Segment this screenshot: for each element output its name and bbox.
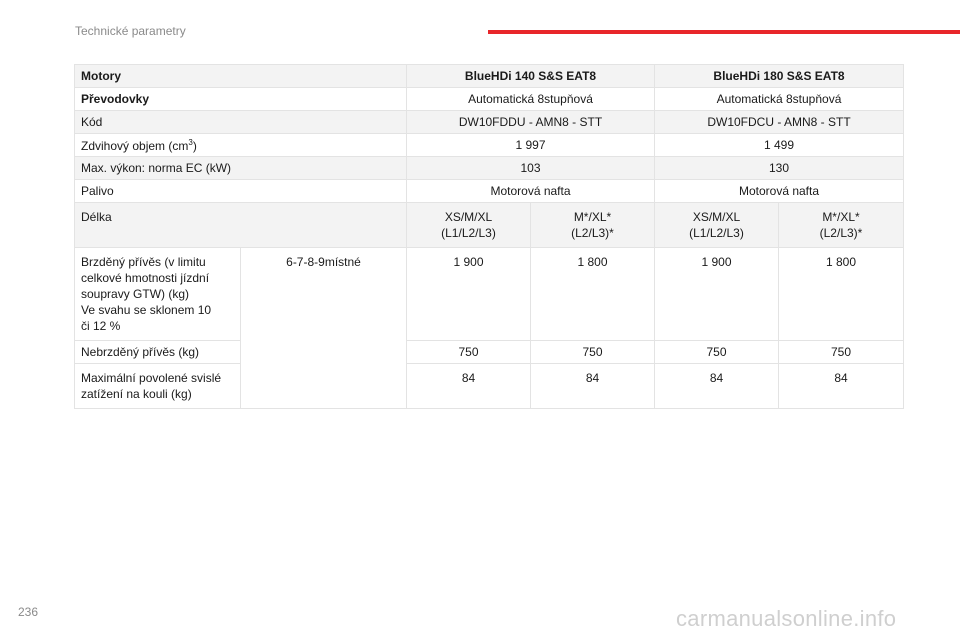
displacement-label-text: Zdvihový objem (cm [81,138,189,153]
fuel-value-180: Motorová nafta [655,180,904,203]
displacement-label-superscript: 3 [188,137,193,147]
seats-label: 6-7-8-9místné [241,248,407,409]
page-number: 236 [18,605,39,619]
table-row-towbar-load [75,364,904,409]
gearbox-value-180: Automatická 8stupňová [655,88,904,111]
power-label: Max. výkon: norma EC (kW) [75,157,407,180]
table-row-fuel [75,180,904,203]
section-title: Technické parametry [75,24,186,38]
displacement-label [75,134,407,157]
unbraked-trailer-value-4: 750 [779,341,904,364]
fuel-label: Palivo [75,180,407,203]
towbar-load-value-3: 84 [655,364,779,409]
table-row-unbraked-trailer [75,341,904,364]
unbraked-trailer-value-2: 750 [531,341,655,364]
displacement-value-180: 1 499 [655,134,904,157]
power-value-180: 130 [655,157,904,180]
table-row-braked-trailer [75,248,904,341]
watermark-text: carmanualsonline.info [676,606,897,631]
table-row-power [75,157,904,180]
table-row-displacement [75,134,904,157]
table-header-row [75,65,904,88]
braked-trailer-value-2: 1 800 [531,248,655,341]
displacement-value-140: 1 997 [407,134,655,157]
header-engines: Motory [75,65,407,88]
unbraked-trailer-label: Nebrzděný přívěs (kg) [75,341,241,364]
unbraked-trailer-value-1: 750 [407,341,531,364]
length-value-180-b: M*/XL* (L2/L3)* [779,203,904,248]
length-label: Délka [75,203,407,248]
towbar-load-value-4: 84 [779,364,904,409]
length-value-180-a: XS/M/XL (L1/L2/L3) [655,203,779,248]
braked-trailer-value-3: 1 900 [655,248,779,341]
gearbox-label: Převodovky [75,88,407,111]
table-row-code [75,111,904,134]
power-value-140: 103 [407,157,655,180]
header-engine-180: BlueHDi 180 S&S EAT8 [655,65,904,88]
code-value-140: DW10FDDU - AMN8 - STT [407,111,655,134]
displacement-label-close: ) [192,138,197,153]
fuel-value-140: Motorová nafta [407,180,655,203]
technical-specs-table [74,64,904,409]
gearbox-value-140: Automatická 8stupňová [407,88,655,111]
towbar-load-value-1: 84 [407,364,531,409]
braked-trailer-label: Brzděný přívěs (v limitu celkové hmotnosti jízdní soupravy GTW) (kg) Ve svahu se sklonem 10 či 12 % [75,248,241,341]
code-label: Kód [75,111,407,134]
header-engine-140: BlueHDi 140 S&S EAT8 [407,65,655,88]
braked-trailer-value-4: 1 800 [779,248,904,341]
header-accent-bar [488,30,960,34]
code-value-180: DW10FDCU - AMN8 - STT [655,111,904,134]
towbar-load-label: Maximální povolené svislé zatížení na kouli (kg) [75,364,241,409]
towbar-load-value-2: 84 [531,364,655,409]
table-row-length [75,203,904,248]
unbraked-trailer-value-3: 750 [655,341,779,364]
length-value-140-b: M*/XL* (L2/L3)* [531,203,655,248]
braked-trailer-value-1: 1 900 [407,248,531,341]
table-row-gearbox [75,88,904,111]
length-value-140-a: XS/M/XL (L1/L2/L3) [407,203,531,248]
